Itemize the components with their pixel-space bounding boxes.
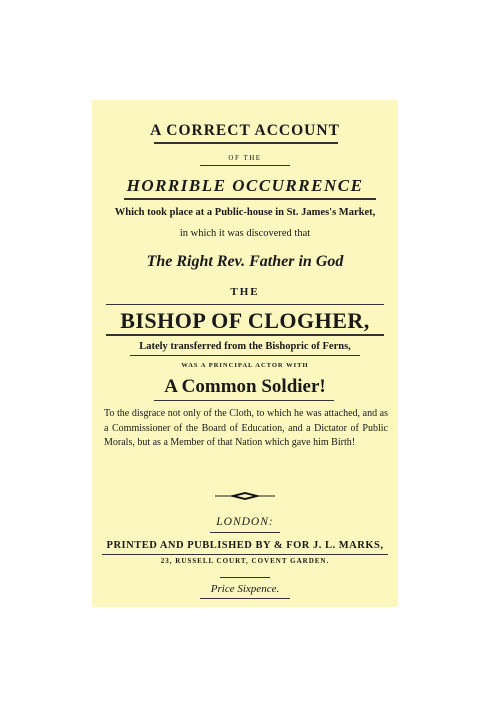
- rule-under-transferred: [130, 355, 360, 356]
- rule-under-bishop: [106, 334, 384, 336]
- line-principal-actor: WAS A PRINCIPAL ACTOR WITH: [181, 362, 309, 369]
- heading-right-rev: The Right Rev. Father in God: [146, 253, 344, 270]
- price-line: Price Sixpence.: [210, 583, 280, 595]
- line-discovered: in which it was discovered that: [179, 228, 311, 239]
- rule-under-price: [200, 598, 290, 599]
- title-page: [92, 100, 398, 607]
- rule-under-occurrence: [124, 198, 376, 200]
- heading-the: THE: [230, 286, 260, 298]
- imprint-printer: PRINTED AND PUBLISHED BY & FOR J. L. MARKS,: [106, 540, 384, 551]
- heading-bishop-of-clogher: BISHOP OF CLOGHER,: [120, 308, 370, 333]
- rule-under-printer: [102, 554, 388, 555]
- line-transferred: Lately transferred from the Bishopric of Ferns,: [139, 341, 351, 352]
- rule-above-bishop: [106, 304, 384, 305]
- line-public-house: Which took place at a Public-house in St. James's Market,: [114, 207, 376, 218]
- body-paragraph: To the disgrace not only of the Cloth, to which he was attached, and as a Commissioner of the Board of Education, and a Dictator of Public Morals, but as a Member of that Nation which gave him Birth!: [104, 408, 388, 448]
- heading-correct-account: A CORRECT ACCOUNT: [150, 122, 340, 139]
- imprint-london: LONDON:: [216, 516, 274, 528]
- rule-under-of-the: [200, 165, 290, 166]
- heading-horrible-occurrence: HORRIBLE OCCURRENCE: [126, 176, 364, 195]
- heading-of-the: OF THE: [228, 154, 262, 162]
- rule-under-soldier: [154, 400, 334, 401]
- rule-under-london: [210, 532, 280, 533]
- imprint-address: 23, RUSSELL COURT, COVENT GARDEN.: [160, 557, 330, 565]
- rule-under-heading: [154, 142, 338, 144]
- ornament-divider-icon: [215, 491, 275, 501]
- rule-above-price: [220, 577, 270, 578]
- heading-common-soldier: A Common Soldier!: [164, 376, 326, 397]
